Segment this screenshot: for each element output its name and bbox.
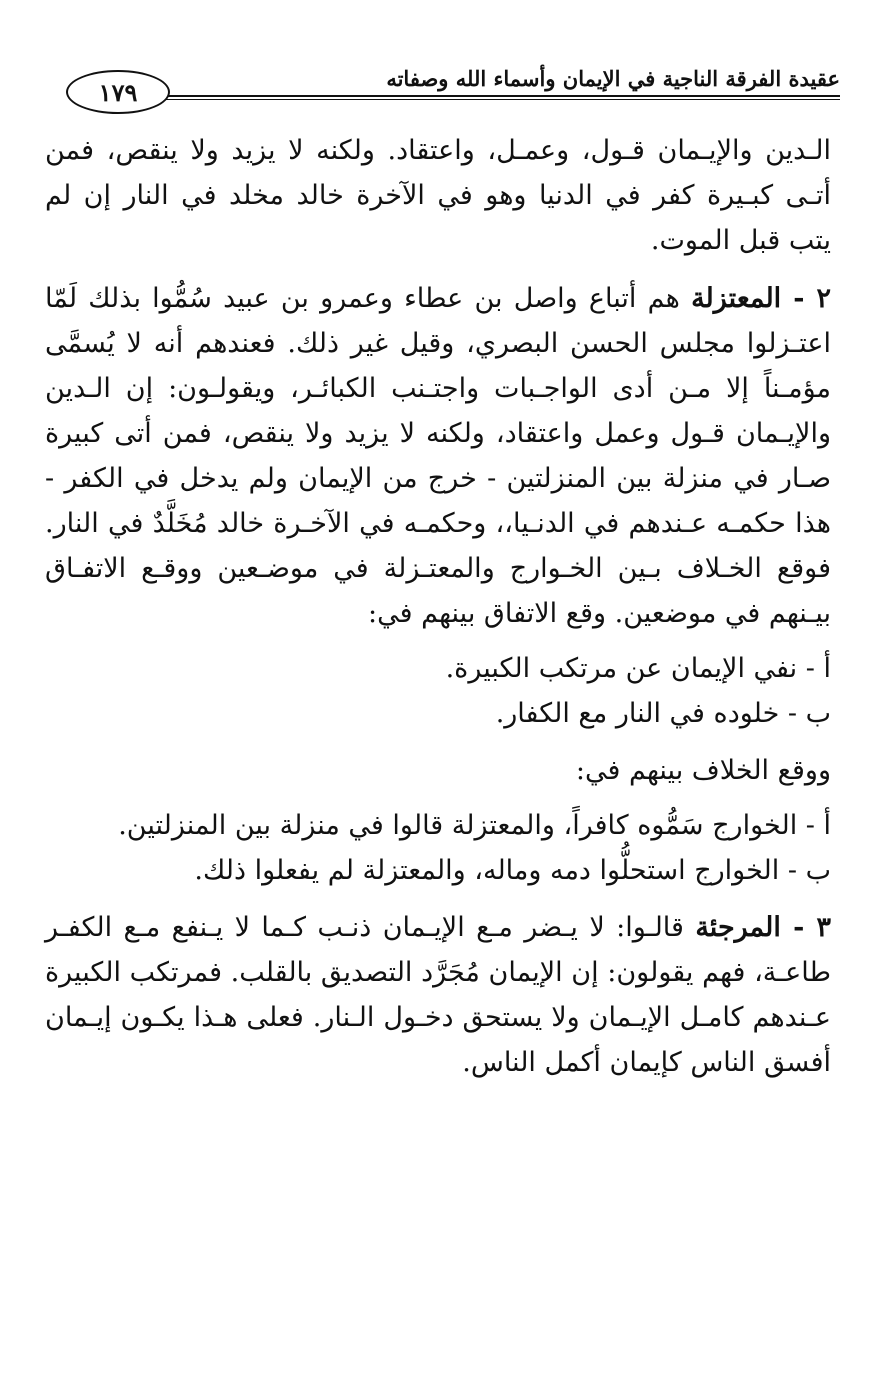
running-title: عقيدة الفرقة الناجية في الإيمان وأسماء الله وصفاته (386, 66, 840, 91)
mutazila-text: هم أتباع واصل بن عطاء وعمرو بن عبيد سُمُّوا بذلك لَمّا اعتـزلوا مجلس الحسن البصري، وقيل غير ذلك. فعندهم أنه لا يُسمَّى مؤمـناً إلا مـن أدى الواجـبات واجتـنب الكبائـر، ويقولـون: إن الـدين والإيـمان قـول وعمل واعتقاد، ولكنه لا يزيد ولا ينقص، فمن أتى كبيرة صـار في منزلة بين المنزلتين - خرج من الإيمان ولم يدخل في الكفر - هذا حكمـه عـندهم في الدنـيا،، وحكمـه في الآخـرة خالد مُخَلَّدٌ في النار. فوقع الخـلاف بـين الخـوارج والمعتـزلة في موضـعين ووقـع الاتفـاق بيـنهم في موضعين. وقع الاتفاق بينهم في: (45, 283, 831, 629)
murjia-text: قالـوا: لا يـضر مـع الإيـمان ذنـب كـما لا يـنفع مـع الكفـر طاعـة، فهم يقولون: إن الإيمان مُجَرَّد التصديق بالقلب. فمرتكب الكبيرة عـندهم كامـل الإيـمان ولا يستحق دخـول الـنار. فعلى هـذا يكـون إيـمان أفسق الناس كإيمان أكمل الناس. (45, 912, 831, 1078)
agreement-list (45, 646, 831, 736)
disagreement-item-b: ب - الخوارج استحلُّوا دمه وماله، والمعتزلة لم يفعلوا ذلك. (194, 855, 831, 886)
disagreement-intro: ووقع الخلاف بينهم في: (575, 755, 831, 786)
paragraph-murjia (45, 905, 831, 1085)
paragraph-continuation: الـدين والإيـمان قـول، وعمـل، واعتقاد. ولكنه لا يزيد ولا ينقص، فمن أتـى كبـيرة كفر في الدنيا وهو في الآخرة خالد مخلد في النار إن لم يتب قبل الموت. (45, 135, 831, 256)
agreement-item-b: ب - خلوده في النار مع الكفار. (495, 698, 831, 729)
mutazila-heading: ٢ - المعتزلة (691, 283, 831, 314)
header-rule (166, 95, 840, 100)
page-body (45, 128, 831, 1085)
disagreement-item-a: أ - الخوارج سَمُّوه كافراً، والمعتزلة قالوا في منزلة بين المنزلتين. (118, 810, 831, 841)
paragraph-mutazila (45, 276, 831, 636)
disagreement-list (45, 803, 831, 893)
agreement-item-a: أ - نفي الإيمان عن مرتكب الكبيرة. (445, 653, 831, 684)
page-number: ١٧٩ (66, 70, 170, 114)
murjia-heading: ٣ - المرجئة (695, 912, 832, 943)
page-header (66, 58, 840, 122)
